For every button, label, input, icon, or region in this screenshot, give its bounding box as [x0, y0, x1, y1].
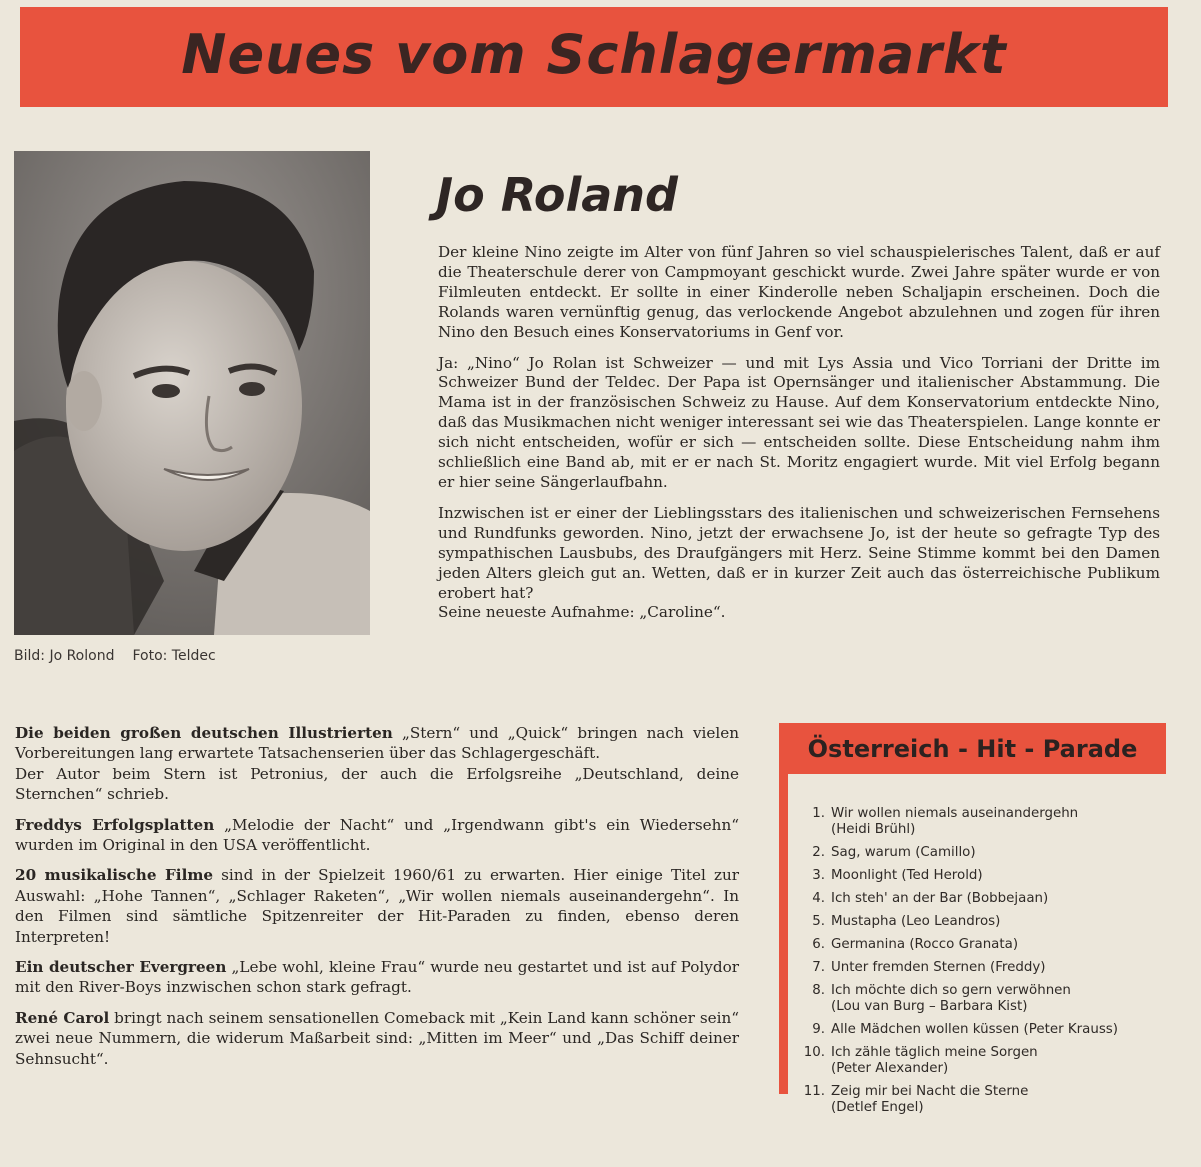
hitparade-entry [795, 937, 1140, 953]
song-title: Wir wollen niemals auseinandergehn [831, 806, 1079, 821]
song-title: Moonlight [831, 868, 898, 883]
song-artist: (Camillo) [915, 845, 976, 860]
hitparade-header [779, 723, 1166, 774]
song-artist: (Ted Herold) [901, 868, 983, 883]
artist-bio [438, 243, 1160, 634]
song-artist: (Lou van Burg – Barbara Kist) [831, 999, 1028, 1014]
hitparade-entry [795, 1084, 1140, 1116]
hitparade-accent-bar [779, 774, 788, 1094]
news-lead: Ein deutscher Evergreen [15, 958, 227, 977]
news-item [15, 723, 739, 764]
song-artist: (Rocco Granata) [909, 937, 1019, 952]
hitparade-entry [795, 983, 1140, 1015]
hitparade-entry [795, 914, 1140, 930]
news-item [15, 1008, 739, 1069]
song-title: Zeig mir bei Nacht die Sterne [831, 1084, 1029, 1099]
song-title: Ich möchte dich so gern verwöhnen [831, 983, 1071, 998]
news-text: sind in der Spielzeit 1960/61 zu erwarten. Hier einige Titel zur Auswahl: „Hohe Tannen“, „Schlager Raketen“, „Wir wollen niemals auseinandergehn“. In den Filmen sind sämtliche Spitzenreiter der Hit-Paraden zu finden, ebenso deren Interpreten! [15, 866, 739, 946]
portrait-photo [14, 151, 370, 635]
hitparade-entry [795, 960, 1140, 976]
bio-paragraph: Seine neueste Aufnahme: „Caroline“. [438, 603, 726, 622]
hitparade-list [795, 806, 1140, 1123]
rank-number: 8. [812, 983, 825, 998]
song-artist: (Detlef Engel) [831, 1100, 924, 1115]
rank-number: 11. [803, 1084, 825, 1099]
rank-number: 6. [812, 937, 825, 952]
news-text: bringt nach seinem sensationellen Comeback mit „Kein Land kann schöner sein“ zwei neue Nummern, die widerum Maßarbeit sind: „Mitten im Meer“ und „Das Schiff deiner Sehnsucht“. [15, 1008, 739, 1068]
news-lead: 20 musikalische Filme [15, 866, 214, 885]
page-banner [20, 7, 1168, 107]
rank-number: 4. [812, 891, 825, 906]
song-artist: (Peter Krauss) [1023, 1022, 1118, 1037]
photo-credit: Foto: Teldec [132, 648, 216, 664]
news-text: „Stern“ und „Quick“ bringen nach vielen Vorbereitungen lang erwartete Tatsachenserien über das Schlagergeschäft. [15, 724, 739, 763]
rank-number: 2. [812, 845, 825, 860]
rank-number: 3. [812, 868, 825, 883]
news-item [15, 865, 739, 947]
news-item [15, 957, 739, 998]
rank-number: 5. [812, 914, 825, 929]
rank-number: 10. [803, 1045, 825, 1060]
news-text: „Melodie der Nacht“ und „Irgendwann gibt's ein Wiedersehn“ wurden im Original in den USA veröffentlicht. [15, 815, 739, 855]
song-artist: (Bobbejaan) [966, 891, 1049, 906]
artist-heading: Jo Roland [436, 168, 678, 222]
news-item [15, 815, 739, 856]
bio-paragraph: Der kleine Nino zeigte im Alter von fünf Jahren so viel schauspielerisches Talent, daß er auf die Theaterschule derer von Campmoyant geschickt wurde. Zwei Jahre später wurde er von Filmleuten entdeckt. Er sollte in einer Kinderolle neben Schaljapin erscheinen. Doch die Rolands waren vernünftig genug, das verlockende Angebot abzulehnen und zogen für ihren Nino den Besuch eines Konservatoriums in Genf vor. [438, 243, 1160, 341]
hitparade-title: Österreich - Hit - Parade [807, 734, 1138, 763]
song-title: Germanina [831, 937, 906, 952]
hitparade-entry [795, 806, 1140, 838]
song-artist: (Peter Alexander) [831, 1061, 949, 1076]
bio-paragraph: Ja: „Nino“ Jo Rolan ist Schweizer — und mit Lys Assia und Vico Torriani der Dritte im Schweizer Bund der Teldec. Der Papa ist Opernsänger und italienischer Abstammung. Die Mama ist in der französischen Schweiz zu Hause. Auf dem Konservatorium entdeckte Nino, daß das Musikmachen nicht weniger interessant sei wie das Theaterspielen. Lange konnte er sich nicht entscheiden, wofür er sich — entscheiden sollte. Diese Entscheidung nahm ihm schließlich eine Band ab, mit er er nach St. Moritz engagiert wurde. Mit viel Erfolg begann er hier seine Sängerlaufbahn. [438, 353, 1160, 491]
hitparade-entry [795, 845, 1140, 861]
song-title: Alle Mädchen wollen küssen [831, 1022, 1020, 1037]
rank-number: 7. [812, 960, 825, 975]
song-title: Ich zähle täglich meine Sorgen [831, 1045, 1038, 1060]
song-artist: (Freddy) [989, 960, 1046, 975]
news-lead: Die beiden großen deutschen Illustrierten [15, 724, 393, 742]
page-title: Neues vom Schlagermarkt [181, 22, 1007, 86]
song-artist: (Heidi Brühl) [831, 822, 916, 837]
song-title: Mustapha [831, 914, 897, 929]
news-item [15, 764, 739, 805]
photo-caption [14, 648, 216, 664]
image-credit: Bild: Jo Rolond [14, 648, 115, 664]
rank-number: 9. [812, 1022, 825, 1037]
news-lead: René Carol [15, 1008, 110, 1027]
news-text: Der Autor beim Stern ist Petronius, der auch die Erfolgsreihe „Deutschland, deine Sternchen“ schrieb. [15, 764, 739, 804]
song-artist: (Leo Leandros) [900, 914, 1001, 929]
hitparade-entry [795, 891, 1140, 907]
hitparade-entry [795, 1022, 1140, 1038]
song-title: Ich steh' an der Bar [831, 891, 963, 906]
hitparade-entry [795, 868, 1140, 884]
news-column [15, 723, 739, 1079]
rank-number: 1. [812, 806, 825, 821]
news-lead: Freddys Erfolgsplatten [15, 815, 215, 834]
song-title: Sag, warum [831, 845, 911, 860]
hitparade-entry [795, 1045, 1140, 1077]
song-title: Unter fremden Sternen [831, 960, 986, 975]
news-text: „Lebe wohl, kleine Frau“ wurde neu gestartet und ist auf Polydor mit den River-Boys inzwischen schon stark gefragt. [15, 958, 739, 997]
bio-paragraph: Inzwischen ist er einer der Lieblingsstars des italienischen und schweizerischen Fernsehens und Rundfunks geworden. Nino, jetzt der erwachsene Jo, ist der heute so gefragte Typ des sympathischen Lausbubs, des Draufgängers mit Herz. Seine Stimme kommt bei den Damen jeden Alters gleich gut an. Wetten, daß er in kurzer Zeit auch das österreichische Publikum erobert hat? [438, 503, 1160, 602]
